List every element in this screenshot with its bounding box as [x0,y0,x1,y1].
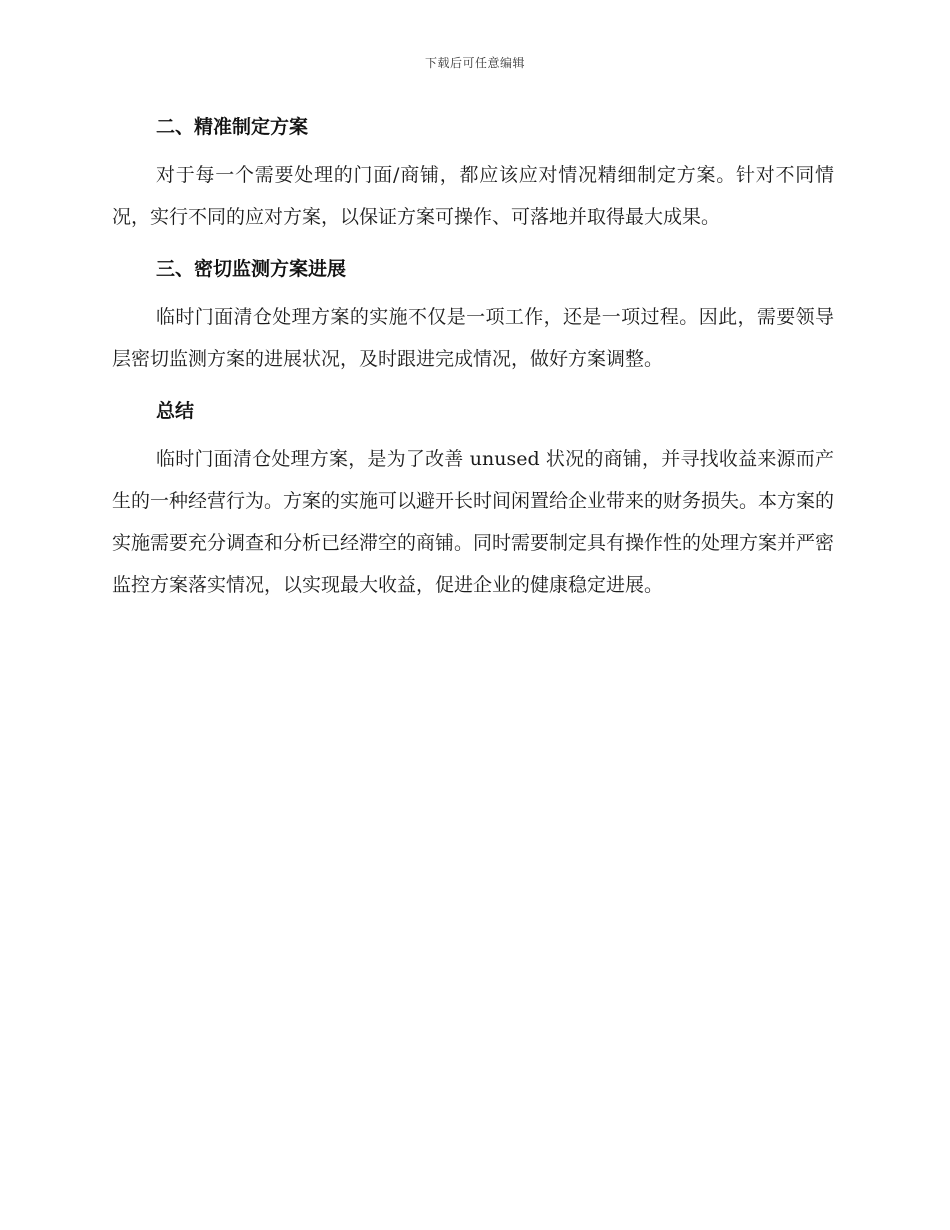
section-paragraph: 对于每一个需要处理的门面/商铺，都应该应对情况精细制定方案。针对不同情况，实行不同的应对方案，以保证方案可操作、可落地并取得最大成果。 [112,164,834,228]
section-paragraph: 临时门面清仓处理方案的实施不仅是一项工作，还是一项过程。因此，需要领导层密切监测方案的进展状况，及时跟进完成情况，做好方案调整。 [112,306,834,370]
section-heading: 三、密切监测方案进展 [156,258,347,280]
section-precise-plan [112,112,834,238]
section-summary [112,396,834,606]
section-heading: 二、精准制定方案 [156,116,309,138]
section-paragraph: 临时门面清仓处理方案，是为了改善 unused 状况的商铺，并寻找收益来源而产生的一种经营行为。方案的实施可以避开长时间闲置给企业带来的财务损失。本方案的实施需要充分调查和分析已经滞空的商铺。同时需要制定具有操作性的处理方案并严密监控方案落实情况，以实现最大收益，促进企业的健康稳定进展。 [112,448,835,596]
section-monitor-progress [112,254,834,380]
section-heading: 总结 [156,400,195,422]
document-body [112,112,834,622]
header-note: 下载后可任意编辑 [424,56,525,70]
